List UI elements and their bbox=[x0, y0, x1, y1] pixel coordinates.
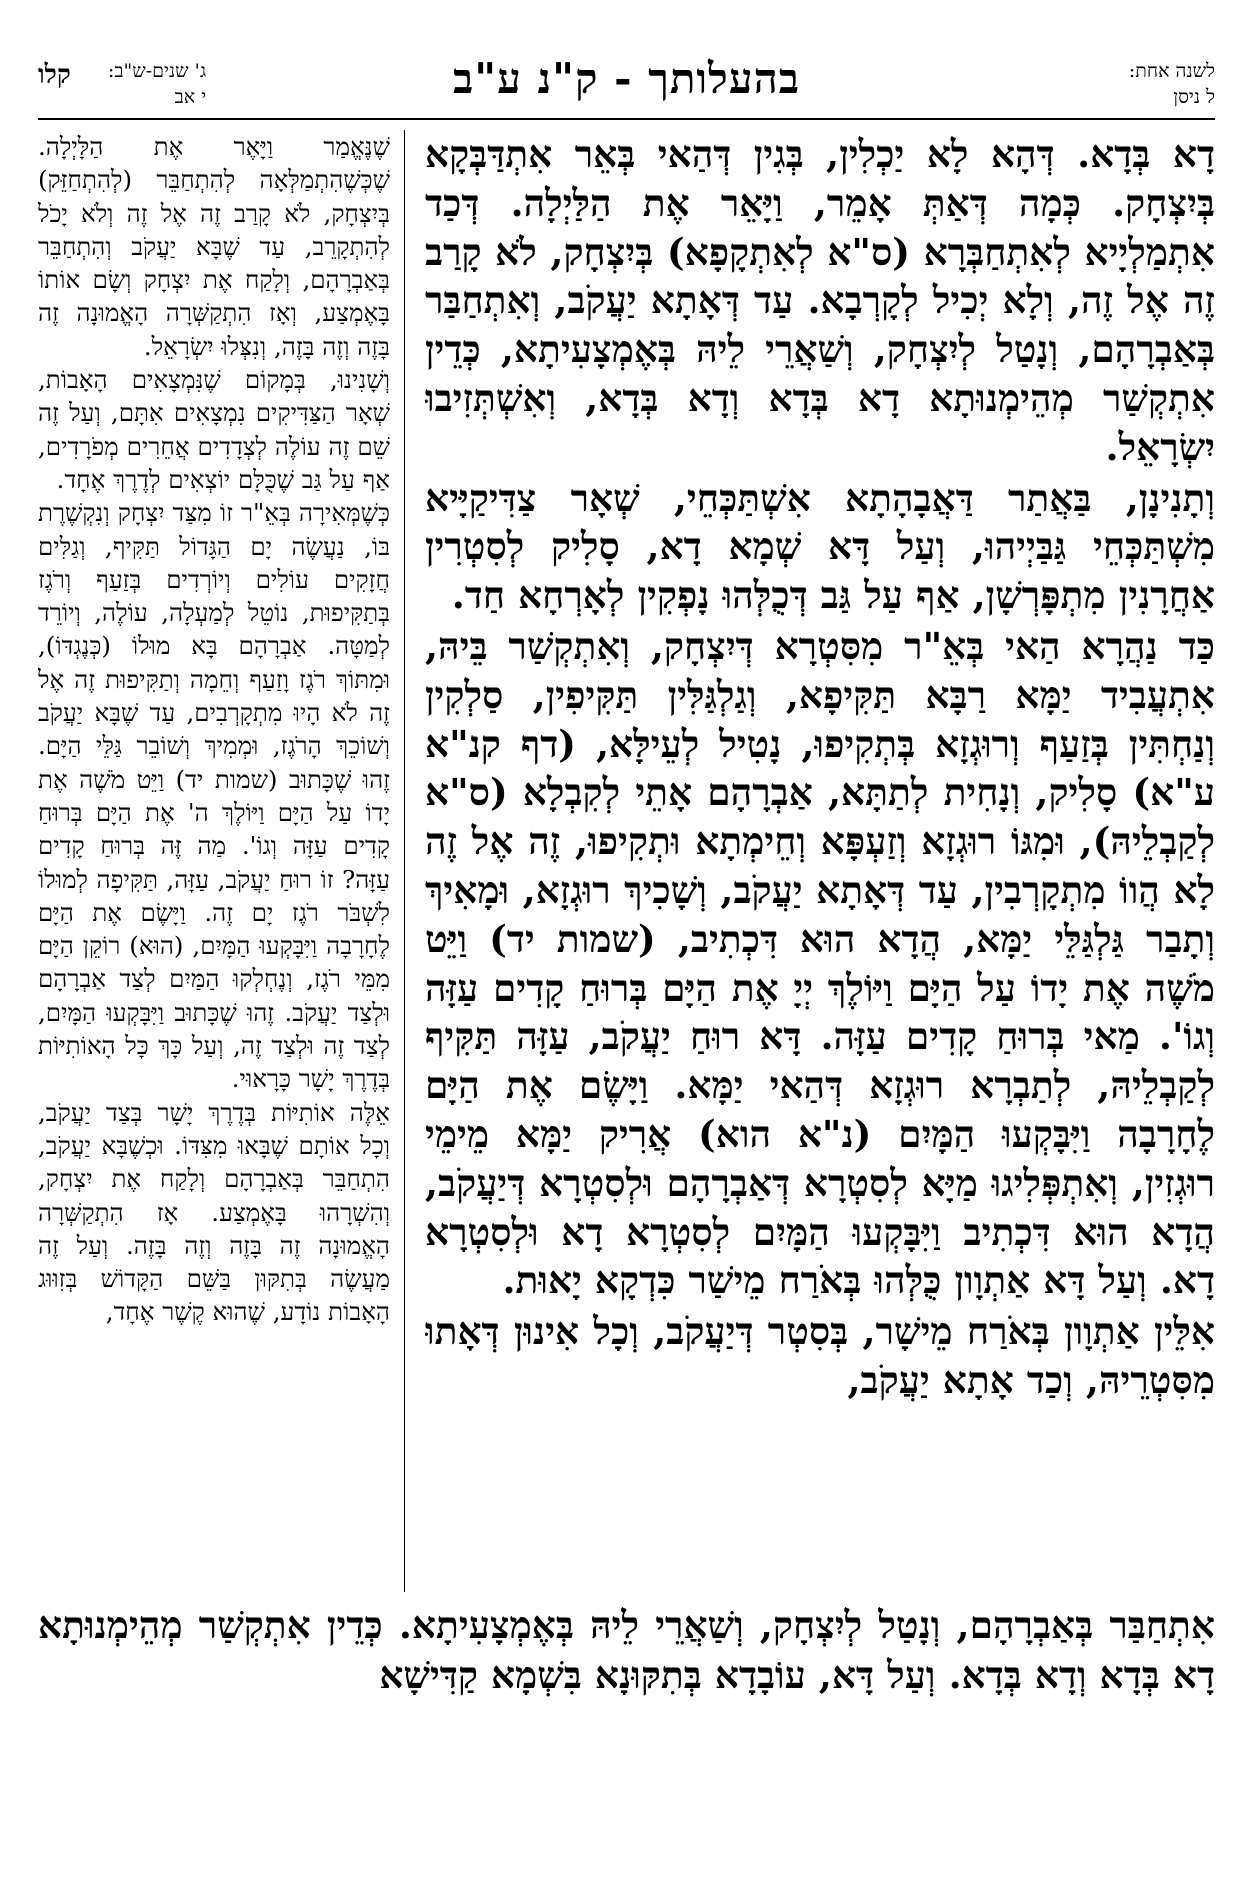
page-title: בהעלותך - ק"נ ע"ב bbox=[452, 54, 800, 103]
header-left-line2: י אב bbox=[174, 86, 207, 108]
main-paragraph: דָא בְּדָא. דְּהָא לָא יַכְלִין, בְּגִין דְּהַאי בְּאֵר אִתְדַּבְּקָא בְּיִצְחָק. כְּמָה דְּאַתְּ אָמֵר, וַיָּאֵר אֶת הַלַּיְלָה. דְּכַד אִתְמַלְיָיא לְאִתְחַבְּרָא (ס"א לְאִתְקָפָא) בְּיִצְחָק, לֹא קָרַב זֶה אֶל זֶה, וְלָא יְכִיל לְקָרְבָא. עַד דְּאָתָא יַעֲקֹב, וְאִתְחַבַּר בְּאַבְרָהָם, וְנָטַל לְיִצְחָק, וְשַׁאֲרֵי לֵיהּ בְּאֶמְצָעִיתָא, כְּדֵין אִתְקְשַׁר מְהֵימְנוּתָא דָא בְּדָא וְדָא בְּדָא, וְאִשְׁתְּזִיבוּ יִשְׂרָאֵל. bbox=[425, 132, 1215, 469]
side-paragraph: שֶׁנֶּאֱמַר וַיָּאֶר אֶת הַלָּיְלָה. שֶׁכְּשֶׁהִתְמַלְּאָה לְהִתְחַבֵּר (לְהִתְחַזֵּק) בְּיִצְחָק, לֹא קָרַב זֶה אֶל זֶה וְלֹא יָכֹל לְהִתְקָרֵב, עַד שֶׁבָּא יַעֲקֹב וְהִתְחַבֵּר בְּאַבְרָהָם, וְלָקַח אֶת יִצְחָק וְשָׂם אוֹתוֹ בָּאֶמְצַע, וְאָז הִתְקַשְּׁרָה הָאֱמוּנָה זֶה בָּזֶה וְזֶה בָּזֶה, וְנִצְּלוּ יִשְׂרָאֵל. bbox=[38, 132, 390, 361]
page-header bbox=[38, 52, 1215, 118]
side-paragraph: כְּשֶׁמְּאִירָה בְּאֵ"ר זוֹ מִצַּד יִצְחָק וְנִקְשֶׁרֶת בּוֹ, נַעֲשֶׂה יָם הַגָּדוֹל תַּקִּיף, וְגַלִּים חֲזָקִים עוֹלִים וְיוֹרְדִים בְּזַעַף וְרֹגֶז בְּתַקִּיפוּת, נוֹטֵל לְמַעְלָה, עוֹלֶה, וְיוֹרֵד לְמַטָּה. אַבְרָהָם בָּא מוּלוֹ (כְּנֶגְדּוֹ), וּמִתּוֹךְ רֹגֶז וָזַעַף וְחֵמָה וְתַקִּיפוּת זֶה אֶל זֶה לֹא הָיוּ מִתְקָרְבִים, עַד שֶׁבָּא יַעֲקֹב וְשׁוֹכֵךְ הָרֹגֶז, וּמְמִיךְ וְשׁוֹבֵר גַּלֵּי הַיָּם. זֶהוּ שֶׁכָּתוּב (שמות יד) וַיֵּט מֹשֶׁה אֶת יָדוֹ עַל הַיָּם וַיּוֹלֶךְ ה' אֶת הַיָּם בְּרוּחַ קָדִים עַזָּה וְגוֹ'. מַה זֶּה בְּרוּחַ קָדִים עַזָּה? זוֹ רוּחַ יַעֲקֹב, עַזָּה, תַּקִּיפָה לְמוּלוֹ לִשְׁבֹּר רֹגֶז יָם זֶה. וַיָּשֶׂם אֶת הַיָּם לֶחָרָבָה וַיִּבָּקְעוּ הַמָּיִם, (הוּא) רוֹקֵן הַיָּם מִמֵּי רֹגֶז, וְנֶחְלְקוּ הַמַּיִם לְצַד אַבְרָהָם וּלְצַד יַעֲקֹב. זֶהוּ שֶׁכָּתוּב וַיִּבָּקְעוּ הַמָּיִם, לְצַד זֶה וּלְצַד זֶה, וְעַל כָּךְ כָּל הָאוֹתִיּוֹת בְּדֶרֶךְ יָשָׁר כָּרָאוּי. bbox=[38, 498, 390, 1094]
main-paragraph: אִלֵּין אַתְוָון בְּאֹרַח מֵישָׁר, בְּסִטְר דְּיַעֲקֹב, וְכָל אִינוּן דְּאָתוּ מִסִּטְרֵיהּ, וְכַד אָתָא יַעֲקֹב, bbox=[425, 1309, 1215, 1402]
translation-column bbox=[38, 130, 390, 1592]
page-number: קלו bbox=[38, 60, 71, 90]
header-right-line2: ל ניסן bbox=[1173, 86, 1215, 108]
header-left-line1: ג' שנים-ש"ב: bbox=[108, 60, 207, 82]
bottom-paragraph: אִתְחַבַּר בְּאַבְרָהָם, וְנָטַל לְיִצְחָק, וְשַׁאֲרֵי לֵיהּ בְּאֶמְצָעִיתָא. כְּדֵין אִתְקְשַׁר מְהֵימְנוּתָא דָא בְּדָא וְדָא בְּדָא. וְעַל דָּא, עוֹבָדָא בְּתִקּוּנָא בִּשְׁמָא קַדִּישָׁא bbox=[38, 1603, 1215, 1697]
column-divider bbox=[404, 130, 405, 1592]
header-rule bbox=[38, 118, 1215, 120]
header-left-note bbox=[108, 58, 206, 110]
main-paragraph: וְתָנִינָן, בַּאֲתַר דַּאֲבָהָתָא אִשְׁתַּכְּחֵי, שְׁאָר צַדִּיקַיָּיא מִשְׁתַּכְּחֵי גַּבַּיְיהוּ, וְעַל דָּא שְׁמָא דָא, סָלִיק לְסִטְרִין אַחֲרָנִין מִתְפָּרְשָׁן, אַף עַל גַּב דְּכֻלְּהוּ נָפְקִין לְאָרְחָא חַד. bbox=[425, 475, 1215, 618]
bottom-text bbox=[38, 1600, 1215, 1720]
main-text-column bbox=[425, 130, 1215, 1592]
side-paragraph: וְשָׁנִינוּ, בְּמָקוֹם שֶׁנִּמְצָאִים הָאָבוֹת, שְׁאָר הַצַּדִּיקִים נִמְצָאִים אִתָּם, וְעַל זֶה שֵׁם זֶה עוֹלֶה לְצְדָדִים אֲחֵרִים מְפֹרָדִים, אַף עַל גַּב שֶׁכֻּלָּם יוֹצְאִים לְדֶרֶךְ אֶחָד. bbox=[38, 365, 390, 494]
main-paragraph: כַּד נַהֲרָא הַאי בְּאֵ"ר מִסִּטְרָא דְּיִצְחָק, וְאִתְקְשַׁר בֵּיהּ, אִתְעֲבִיד יַמָּא רַבָּא תַּקִּיפָא, וְגַלְגַּלִּין תַּקִּיפִין, סַלְקִין וְנַחְתִּין בְּזַעַף וְרוּגְזָא בְּתְקִיפוּ, נָטִיל לְעֵילָּא, (דף קנ"א ע"א) סָלִיק, וְנָחִית לְתַתָּא, אַבְרָהָם אָתֵי לְקִבְלָא (ס"א לְקַבְלֵיהּ), וּמִגּוֹ רוּגְזָא וְזַעְפָּא וְחֵימְתָא וּתְקִיפוּ, זֶה אֶל זֶה לָא הֲווֹ מִתְקָרְבִין, עַד דְּאָתָא יַעֲקֹב, וְשָׁכִיךְ רוּגְזָא, וּמָאִיךְ וְתָבַר גַּלְגַּלֵּי יַמָּא, הֲדָא הוּא דִּכְתִיב, (שמות יד) וַיֵּט מֹשֶׁה אֶת יָדוֹ עַל הַיָּם וַיּוֹלֶךְ יְיָ אֶת הַיָּם בְּרוּחַ קָדִים עַזָּה וְגוֹ'. מַאי בְּרוּחַ קָדִים עַזָּה. דָּא רוּחַ יַעֲקֹב, עַזָּה תַּקִּיף לְקַבְלֵיהּ, לְתַבְרָא רוּגְזָא דְּהַאי יַמָּא. וַיָּשֶׂם אֶת הַיָּם לֶחָרָבָה וַיִּבָּקְעוּ הַמָּיִם (נ"א הוא) אֲרִיק יַמָּא מֵימֵי רוּגְזִין, וְאִתְפְּלִיגוּ מַיָּא לְסִטְרָא דְּאַבְרָהָם וּלְסִטְרָא דְּיַעֲקֹב, הֲדָא הוּא דִּכְתִיב וַיִּבָּקְעוּ הַמָּיִם לְסִטְרָא דָא וּלְסִטְרָא דָא. וְעַל דָּא אַתְוָון כֻּלְּהוּ בְּאֹרַח מֵישַׁר כִּדְקָא יָאוּת. bbox=[425, 623, 1215, 1303]
page bbox=[38, 52, 1215, 1852]
side-paragraph: אֵלֶּה אוֹתִיּוֹת בְּדֶרֶךְ יָשָׁר בְּצַד יַעֲקֹב, וְכָל אוֹתָם שֶׁבָּאוּ מִצִּדּוֹ. וּכְשֶׁבָּא יַעֲקֹב, הִתְחַבֵּר בְּאַבְרָהָם וְלָקַח אֶת יִצְחָק, וְהִשְׁרָהוּ בָּאֶמְצַע. אָז הִתְקַשְּׁרָה הָאֱמוּנָה זֶה בָּזֶה וְזֶה בָּזֶה. וְעַל זֶה מַעֲשֶׂה בְּתִקּוּן בַּשֵּׁם הַקָּדוֹשׁ בְּזִוּוּג הָאָבוֹת נוֹדָע, שֶׁהוּא קֶשֶׁר אֶחָד, bbox=[38, 1097, 390, 1327]
header-right-line1: לשנה אחת: bbox=[1128, 60, 1215, 82]
